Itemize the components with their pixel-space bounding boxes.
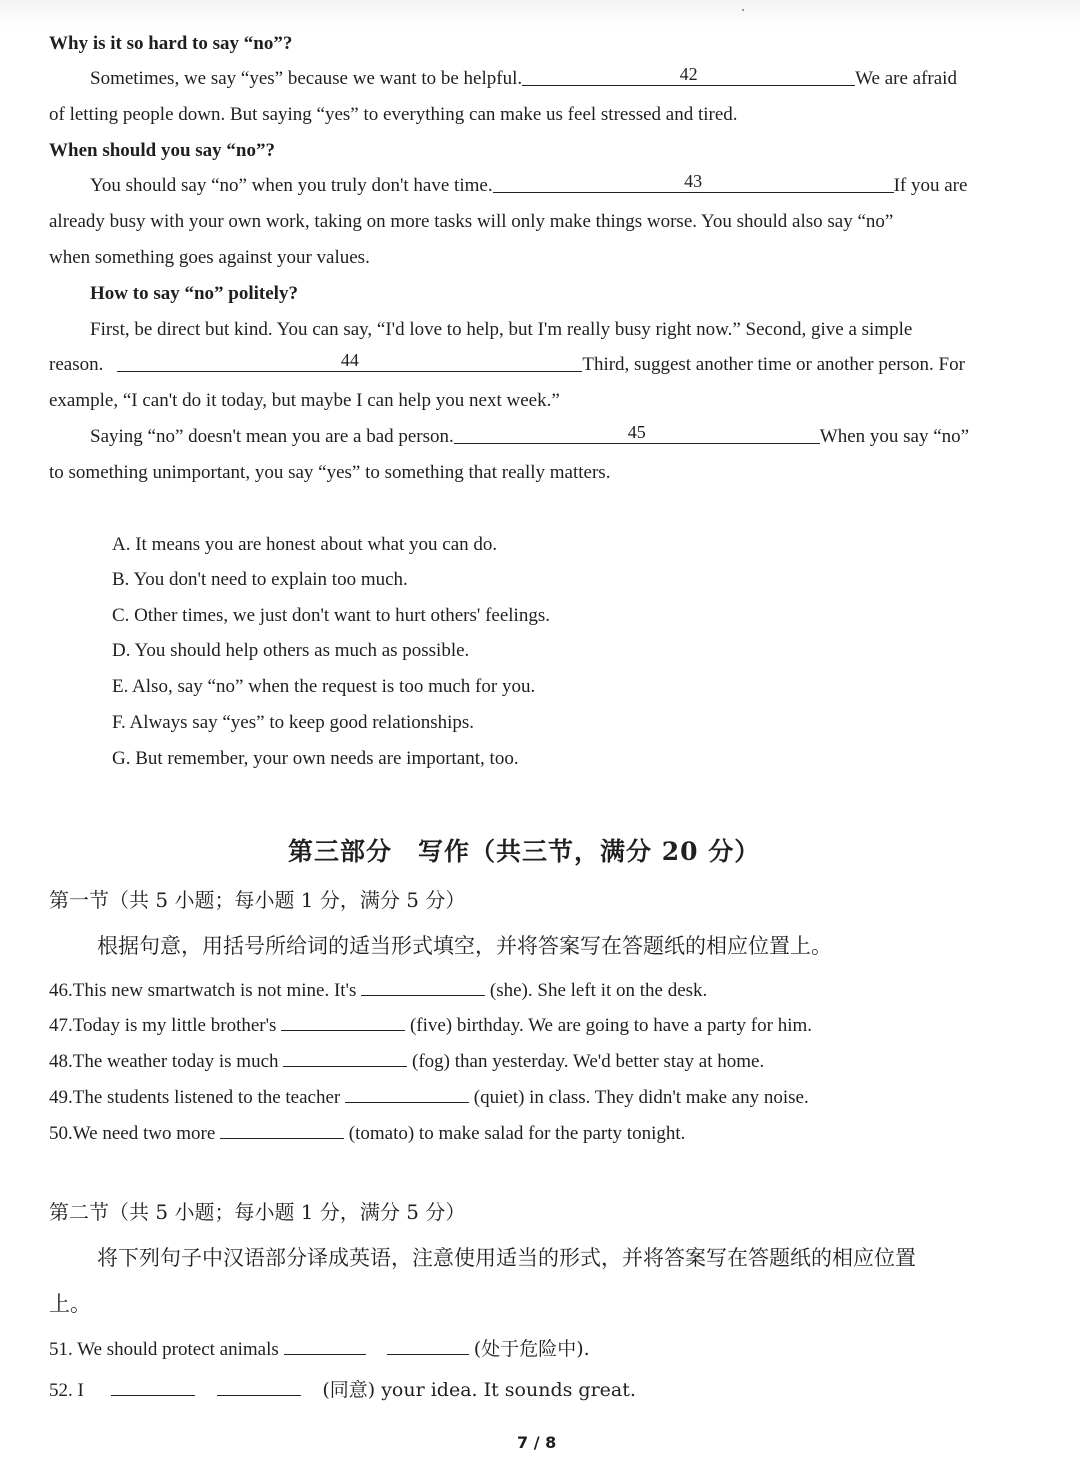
section1-instruction: 根据句意，用括号所给词的适当形式填空，并将答案写在答题纸的相应位置上。: [97, 934, 832, 958]
q48-text: 48.The weather today is much: [49, 1051, 279, 1072]
section1-title: 第一节（共 5 小题；每小题 1 分，满分 5 分）: [49, 888, 466, 912]
p3-end: Third, suggest another time or another person. For: [582, 354, 965, 375]
p4-end: When you say “no”: [819, 426, 970, 447]
paragraph-2-line-3: when something goes against your values.: [49, 247, 370, 268]
p2-start: You should say “no” when you truly don't have time.: [90, 175, 493, 196]
p3-start: reason.: [49, 354, 104, 375]
option-b: B. You don't need to explain too much.: [112, 569, 408, 590]
q51-blank-2[interactable]: [387, 1336, 469, 1355]
blank-44-number: 44: [340, 350, 359, 370]
q52-text: 52. I: [49, 1380, 84, 1401]
section2-title: 第二节（共 5 小题；每小题 1 分，满分 5 分）: [49, 1200, 466, 1224]
option-f: F. Always say “yes” to keep good relationships.: [112, 712, 475, 733]
option-e: E. Also, say “no” when the request is too much for you.: [112, 676, 536, 697]
blank-43[interactable]: [493, 171, 894, 193]
p4-start: Saying “no” doesn't mean you are a bad person.: [90, 426, 454, 447]
option-d: D. You should help others as much as possible.: [112, 640, 470, 661]
q50-blank[interactable]: [220, 1120, 344, 1139]
q48-blank[interactable]: [283, 1048, 407, 1067]
option-c: C. Other times, we just don't want to hurt others' feelings.: [112, 605, 550, 626]
q47-hint: (five) birthday. We are going to have a party for him.: [409, 1015, 813, 1036]
question-50: [49, 1120, 685, 1147]
q47-text: 47.Today is my little brother's: [49, 1015, 277, 1036]
paragraph-3-line-1: First, be direct but kind. You can say, “I'd love to help, but I'm really busy right now.” Second, give a simple: [90, 319, 913, 340]
option-g: G. But remember, your own needs are important, too.: [112, 748, 519, 769]
q47-blank[interactable]: [281, 1012, 405, 1031]
part3-title: 第三部分 写作（共三节，满分 20 分）: [288, 837, 761, 866]
q52-blank-2[interactable]: [217, 1377, 301, 1396]
option-a: A. It means you are honest about what you can do.: [112, 534, 498, 555]
p2-end: If you are: [893, 175, 968, 196]
q51-text: 51. We should protect animals: [49, 1339, 279, 1360]
q50-text: 50.We need two more: [49, 1123, 216, 1144]
question-49: [49, 1084, 809, 1111]
question-51: [49, 1336, 590, 1363]
q46-blank[interactable]: [361, 977, 485, 996]
q50-hint: (tomato) to make salad for the party tonight.: [348, 1123, 686, 1144]
q49-blank[interactable]: [345, 1084, 469, 1103]
paragraph-2-line-1: [90, 173, 967, 199]
q49-hint: (quiet) in class. They didn't make any noise.: [473, 1087, 809, 1108]
blank-42-number: 42: [679, 64, 698, 84]
speck: [742, 9, 744, 11]
q52-hint: (同意) your idea. It sounds great.: [322, 1379, 636, 1401]
paragraph-4-line-1: [90, 424, 969, 450]
question-47: [49, 1012, 812, 1039]
q52-blank-1[interactable]: [111, 1377, 195, 1396]
paragraph-2-line-2: already busy with your own work, taking on more tasks will only make things worse. You should also say “no”: [49, 211, 894, 232]
q48-hint: (fog) than yesterday. We'd better stay at home.: [412, 1051, 765, 1072]
paragraph-1-line-1: [90, 66, 957, 92]
heading-why: Why is it so hard to say “no”?: [49, 33, 293, 54]
q51-blank-1[interactable]: [284, 1336, 366, 1355]
blank-42[interactable]: [522, 64, 855, 86]
heading-how: How to say “no” politely?: [90, 283, 298, 304]
blank-45-number: 45: [627, 422, 646, 442]
blank-43-number: 43: [684, 171, 703, 191]
p1-start: Sometimes, we say “yes” because we want to be helpful.: [90, 68, 523, 89]
p1-end: We are afraid: [855, 68, 957, 89]
paragraph-4-line-2: to something unimportant, you say “yes” to something that really matters.: [49, 462, 611, 483]
q49-text: 49.The students listened to the teacher: [49, 1087, 341, 1108]
question-46: [49, 977, 707, 1004]
q46-text: 46.This new smartwatch is not mine. It's: [49, 980, 357, 1001]
paragraph-1-line-2: of letting people down. But saying “yes” to everything can make us feel stressed and tired.: [49, 104, 738, 125]
section2-instruction-line-1: 将下列句子中汉语部分译成英语，注意使用适当的形式，并将答案写在答题纸的相应位置: [97, 1246, 916, 1270]
question-48: [49, 1048, 764, 1075]
q46-hint: (she). She left it on the desk.: [489, 980, 708, 1001]
blank-45[interactable]: [454, 422, 820, 444]
question-52: [49, 1377, 636, 1404]
page-number: 7 / 8: [517, 1433, 557, 1452]
heading-when: When should you say “no”?: [49, 140, 275, 161]
paragraph-3-line-2: [49, 352, 965, 378]
blank-44[interactable]: [117, 350, 582, 372]
section2-instruction-line-2: 上。: [49, 1292, 91, 1316]
paragraph-3-line-3: example, “I can't do it today, but maybe I can help you next week.”: [49, 390, 560, 411]
q51-hint: (处于危险中).: [473, 1338, 590, 1360]
